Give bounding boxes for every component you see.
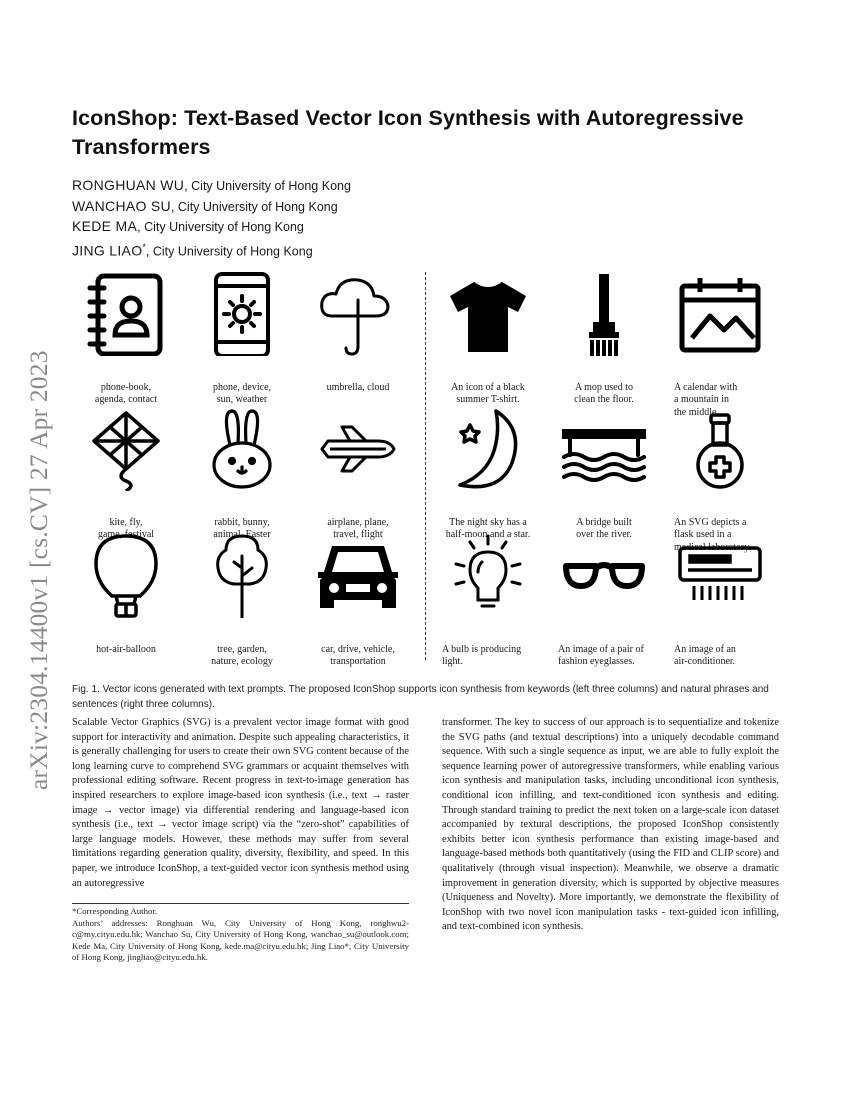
author-entry: [72, 217, 572, 238]
airplane-icon: [316, 407, 400, 491]
figure-caption-text: An image of a pair of fashion eyeglasses.: [558, 644, 644, 668]
figure-caption-text: A mop used to clean the floor.: [574, 382, 634, 406]
mop-icon: [562, 272, 646, 356]
figure-caption-text: An icon of a black summer T-shirt.: [451, 382, 525, 406]
tshirt-icon: [446, 272, 530, 356]
smartphone-sun-icon: [200, 272, 284, 356]
author-addresses-note: Authors’ addresses: Ronghuan Wu, City University of Hong Kong, ronghwu2-c@my.cityu.edu.hk; Wanchao Su, City University of Hong Kong, wanchao_su@outlook.com; Kede Ma, City University of Hong Kong, kede.ma@cityu.edu.hk; Jing Liao*, City University of Hong Kong, jingliao@cityu.edu.hk.: [72, 917, 409, 963]
author-footnote: [72, 906, 409, 964]
figure-caption-text: rabbit, bunny, animal, Easter: [213, 517, 271, 541]
abstract-left-column: Scalable Vector Graphics (SVG) is a prevalent vector image format with good support for interactivity and animation. Despite such appealing characteristics, it is generally challenging for users to create their own SVG content because of the long learning curve to comprehend SVG grammars or acquaint themselves with professional editing software. Recent progress in text-to-image generation has inspired researchers to explore image-based icon synthesis (i.e., text → raster image → vector image) via differential rendering and language-based icon synthesis (i.e., text → vector image script) via the “zero-shot” capabilities of large language models. However, these methods may suffer from several limitations regarding generation quality, diversity, flexibility, and speed. In this paper, we introduce IconShop, a text-guided vector icon synthesis method using an autoregressive: [72, 717, 409, 889]
author-affiliation: , City University of Hong Kong: [170, 199, 338, 214]
hot-air-balloon-icon: [84, 534, 168, 618]
calendar-mountain-icon: [678, 272, 762, 356]
figure-caption-text: kite, fly, game, festival: [97, 517, 155, 541]
author-name: KEDE MA: [72, 218, 138, 234]
figure-caption-text: An SVG depicts a flask used in a medical laboratory.: [674, 517, 752, 553]
author-name: RONGHUAN WU: [72, 177, 185, 193]
author-entry: [72, 197, 572, 218]
figure-1-icon-grid: [0, 262, 850, 668]
abstract-right-column: transformer. The key to success of our approach is to sequentialize and tokenize the SVG paths (and textual descriptions) into a uniquely decodable command sequence. With such a single sequence as input, we are able to fully exploit the sequence learning power of autoregressive transformers, while enabling various icon synthesis and manipulation tasks, including unconditional icon synthesis, conditional icon infilling, and text-conditioned icon synthesis and editing. Through standard training to predict the next token on a large-scale icon dataset accompanied by textural descriptions, the proposed IconShop consistently exhibits better icon synthesis performance than existing image-based and language-based methods both quantitatively (using the FID and CLIP score) and qualitatively (through visual inspection). Meanwhile, we observe a dramatic improvement in generation diversity, which is supported by objective measures (Uniqueness and Novelty). More importantly, we demonstrate the flexibility of IconShop with two novel icon manipulation tasks - text-guided icon infilling, and text-combined icon synthesis.: [442, 717, 779, 933]
figure-caption-text: A bridge built over the river.: [576, 517, 632, 541]
figure-caption: Fig. 1. Vector icons generated with text prompts. The proposed IconShop supports icon synthesis from keywords (left three columns) and natural phrases and sentences (right three columns).: [72, 684, 769, 710]
figure-caption-text: An image of an air-conditioner.: [674, 644, 736, 668]
author-affiliation: , City University of Hong Kong: [184, 179, 351, 193]
figure-caption-text: The night sky has a half-moon and a star.: [445, 517, 531, 541]
figure-caption-text: A bulb is producing light.: [442, 644, 522, 668]
car-icon: [316, 534, 400, 618]
kite-icon: [84, 407, 168, 491]
figure-caption-text: car, drive, vehicle, transportation: [321, 644, 395, 668]
author-affiliation: , City University of Hong Kong: [137, 220, 304, 234]
figure-caption-text: airplane, plane, travel, flight: [327, 517, 389, 541]
paper-title: IconShop: Text-Based Vector Icon Synthesis with Autoregressive Transformers: [72, 106, 744, 159]
figure-caption-text: phone, device, sun, weather: [212, 382, 272, 406]
arxiv-identifier-stamp: arXiv:2304.14400v1 [cs.CV] 27 Apr 2023: [24, 350, 53, 790]
medical-flask-icon: [678, 407, 762, 491]
author-name: WANCHAO SU: [72, 197, 171, 214]
author-entry: [72, 176, 572, 197]
air-conditioner-icon: [678, 534, 762, 618]
umbrella-cloud-icon: [316, 272, 400, 356]
tree-icon: [200, 534, 284, 618]
author-list: [72, 176, 572, 261]
rabbit-icon: [200, 407, 284, 491]
figure-caption-text: A calendar with a mountain in the middle.: [674, 382, 738, 418]
author-affiliation: , City University of Hong Kong: [145, 243, 313, 258]
author-entry: [72, 238, 572, 262]
lightbulb-icon: [446, 534, 530, 618]
figure-caption-text: phone-book, agenda, contact: [94, 382, 158, 406]
phone-book-icon: [84, 272, 168, 356]
footnote-divider: [72, 903, 409, 904]
bridge-river-icon: [562, 407, 646, 491]
eyeglasses-icon: [562, 534, 646, 618]
moon-star-icon: [446, 407, 530, 491]
author-name: JING LIAO: [72, 241, 143, 258]
figure-caption-text: umbrella, cloud: [326, 382, 390, 393]
figure-caption-text: hot-air-balloon: [96, 644, 156, 655]
figure-caption-text: tree, garden, nature, ecology: [211, 644, 273, 668]
figure-column-divider: [425, 272, 426, 660]
corresponding-author-mark: *: [142, 241, 146, 252]
corresponding-author-note: *Corresponding Author.: [72, 906, 158, 916]
